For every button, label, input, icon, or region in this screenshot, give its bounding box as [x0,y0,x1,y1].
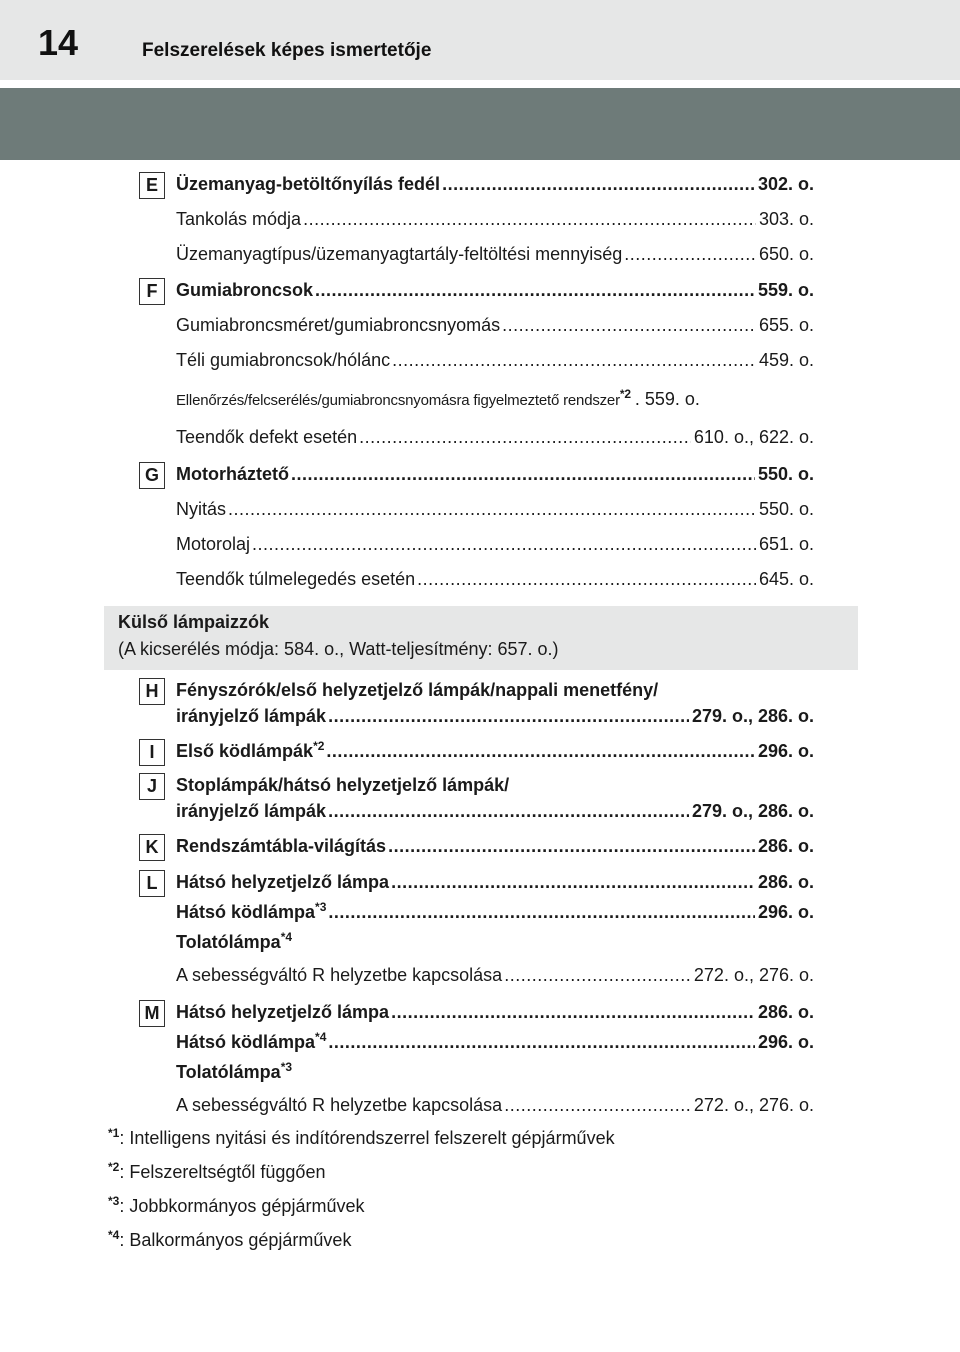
entry-label: Tolatólámpa [176,932,281,952]
toc-entry-rear-position-m[interactable] [176,1002,814,1026]
entry-label: Hátsó helyzetjelző lámpa [176,1002,390,1022]
toc-entry-tire-size[interactable] [176,315,814,339]
entry-label: Tankolás módja [176,209,302,229]
entry-page: 296. o. [757,741,814,761]
toc-entry-headlights[interactable] [176,706,814,730]
toc-entry-refueling[interactable] [176,209,814,233]
entry-page: 650. o. [758,244,814,264]
toc-entry-opening[interactable] [176,499,814,523]
toc-entry-tires[interactable] [176,280,814,304]
entry-page: 303. o. [758,209,814,229]
footnote-ref: *2 [313,739,325,753]
entry-page: 610. o., 622. o. [693,427,814,447]
entry-page: 279. o., 286. o. [691,801,814,821]
section-tag-e: E [139,172,165,199]
footnote-text: : Felszereltségtől függően [119,1162,326,1182]
toc-entry-fuel-type[interactable] [176,244,814,268]
entry-page: 286. o. [757,872,814,892]
toc-entry-overheating[interactable] [176,569,814,593]
page-title: Felszerelések képes ismertetője [142,40,432,61]
entry-page: 296. o. [757,1032,814,1052]
entry-page: 286. o. [757,1002,814,1022]
section-tag-h: H [139,678,165,705]
entry-label: Ellenőrzés/felcserélés/gumiabroncsnyomásra figyelmeztető rendszer [176,392,620,409]
entry-label: Teendők túlmelegedés esetén [176,569,416,589]
toc-entry-reverse-l[interactable] [176,932,292,953]
toc-entry-r-position-m[interactable] [176,1095,814,1119]
section-tag-g: G [139,462,165,489]
footnote-mark: *2 [108,1160,120,1174]
toc-entry-tpws[interactable] [176,389,814,413]
entry-page: 655. o. [758,315,814,335]
entry-label: Gumiabroncsok [176,280,314,300]
page-header [0,0,960,80]
section-tag-m: M [139,1000,165,1027]
footnote-ref: *2 [619,387,631,401]
entry-page: 286. o. [757,836,814,856]
entry-label: Üzemanyag-betöltőnyílás fedél [176,174,441,194]
section-tag-k: K [139,834,165,861]
entry-label: irányjelző lámpák [176,706,327,726]
footnote-3 [108,1196,364,1217]
entry-label: Teendők defekt esetén [176,427,358,447]
toc-entry-license-plate-light[interactable] [176,836,814,860]
toc-entry-engine-oil[interactable] [176,534,814,558]
header-band [0,88,960,160]
entry-label: Motorolaj [176,534,251,554]
info-box-subtitle: (A kicserélés módja: 584. o., Watt-teljesítmény: 657. o.) [118,639,559,659]
toc-entry-flat-tire[interactable] [176,427,814,451]
toc-entry-fuel-door[interactable] [176,174,814,198]
footnote-ref: *3 [315,900,327,914]
entry-page: 459. o. [758,350,814,370]
info-box-title: Külső lámpaizzók [118,612,270,632]
entry-label: Hátsó ködlámpa [176,902,316,922]
toc-entry-reverse-m[interactable] [176,1062,292,1083]
toc-entry-hood[interactable] [176,464,814,488]
info-box [104,606,858,670]
footnote-text: : Intelligens nyitási és indítórendszerrel felszerelt gépjárművek [119,1128,615,1148]
toc-entry-rear-fog-m[interactable] [176,1032,814,1056]
footnote-1 [108,1128,615,1149]
toc-entry-stop-lamps[interactable] [176,801,814,825]
entry-label: Nyitás [176,499,227,519]
toc-entry-winter-tires[interactable] [176,350,814,374]
entry-page: 559. o. [757,280,814,300]
entry-label: Tolatólámpa [176,1062,281,1082]
entry-label-line1: Fényszórók/első helyzetjelző lámpák/nappali menetfény/ [176,680,659,700]
footnote-text: : Balkormányos gépjárművek [119,1230,352,1250]
entry-page: 302. o. [757,174,814,194]
footnote-mark: *3 [108,1194,120,1208]
entry-page: . 559. o. [634,389,700,409]
footnote-mark: *1 [108,1126,120,1140]
entry-label: A sebességváltó R helyzetbe kapcsolása [176,965,503,985]
entry-label: Téli gumiabroncsok/hólánc [176,350,391,370]
entry-page: 645. o. [758,569,814,589]
footnote-mark: *4 [108,1228,120,1242]
entry-page: 279. o., 286. o. [691,706,814,726]
entry-page: 651. o. [758,534,814,554]
entry-label: A sebességváltó R helyzetbe kapcsolása [176,1095,503,1115]
entry-page: 272. o., 276. o. [693,965,814,985]
entry-page: 296. o. [757,902,814,922]
footnote-text: : Jobbkormányos gépjárművek [119,1196,365,1216]
footnote-ref: *4 [280,930,293,944]
entry-label-line1: Stoplámpák/hátsó helyzetjelző lámpák/ [176,775,510,795]
entry-label: Rendszámtábla-világítás [176,836,387,856]
entry-label: Gumiabroncsméret/gumiabroncsnyomás [176,315,501,335]
entry-label: irányjelző lámpák [176,801,327,821]
footnote-ref: *4 [315,1030,327,1044]
entry-label: Motorháztető [176,464,289,484]
entry-page: 272. o., 276. o. [693,1095,814,1115]
toc-entry-front-fog[interactable] [176,741,814,765]
section-tag-j: J [139,773,165,800]
section-tag-i: I [139,739,165,766]
entry-label: Üzemanyagtípus/üzemanyagtartály-feltöltési mennyiség [176,244,623,264]
entry-page: 550. o. [757,464,814,484]
page-number: 14 [38,22,79,63]
entry-label: Hátsó ködlámpa [176,1032,316,1052]
entry-page: 550. o. [758,499,814,519]
toc-entry-rear-position-l[interactable] [176,872,814,896]
section-tag-l: L [139,870,165,897]
footnote-4 [108,1230,351,1251]
entry-label: Hátsó helyzetjelző lámpa [176,872,390,892]
toc-entry-rear-fog-l[interactable] [176,902,814,926]
toc-entry-r-position-l[interactable] [176,965,814,989]
section-tag-f: F [139,278,165,305]
entry-label: Első ködlámpák [176,741,314,761]
footnote-ref: *3 [280,1060,293,1074]
footnote-2 [108,1162,325,1183]
